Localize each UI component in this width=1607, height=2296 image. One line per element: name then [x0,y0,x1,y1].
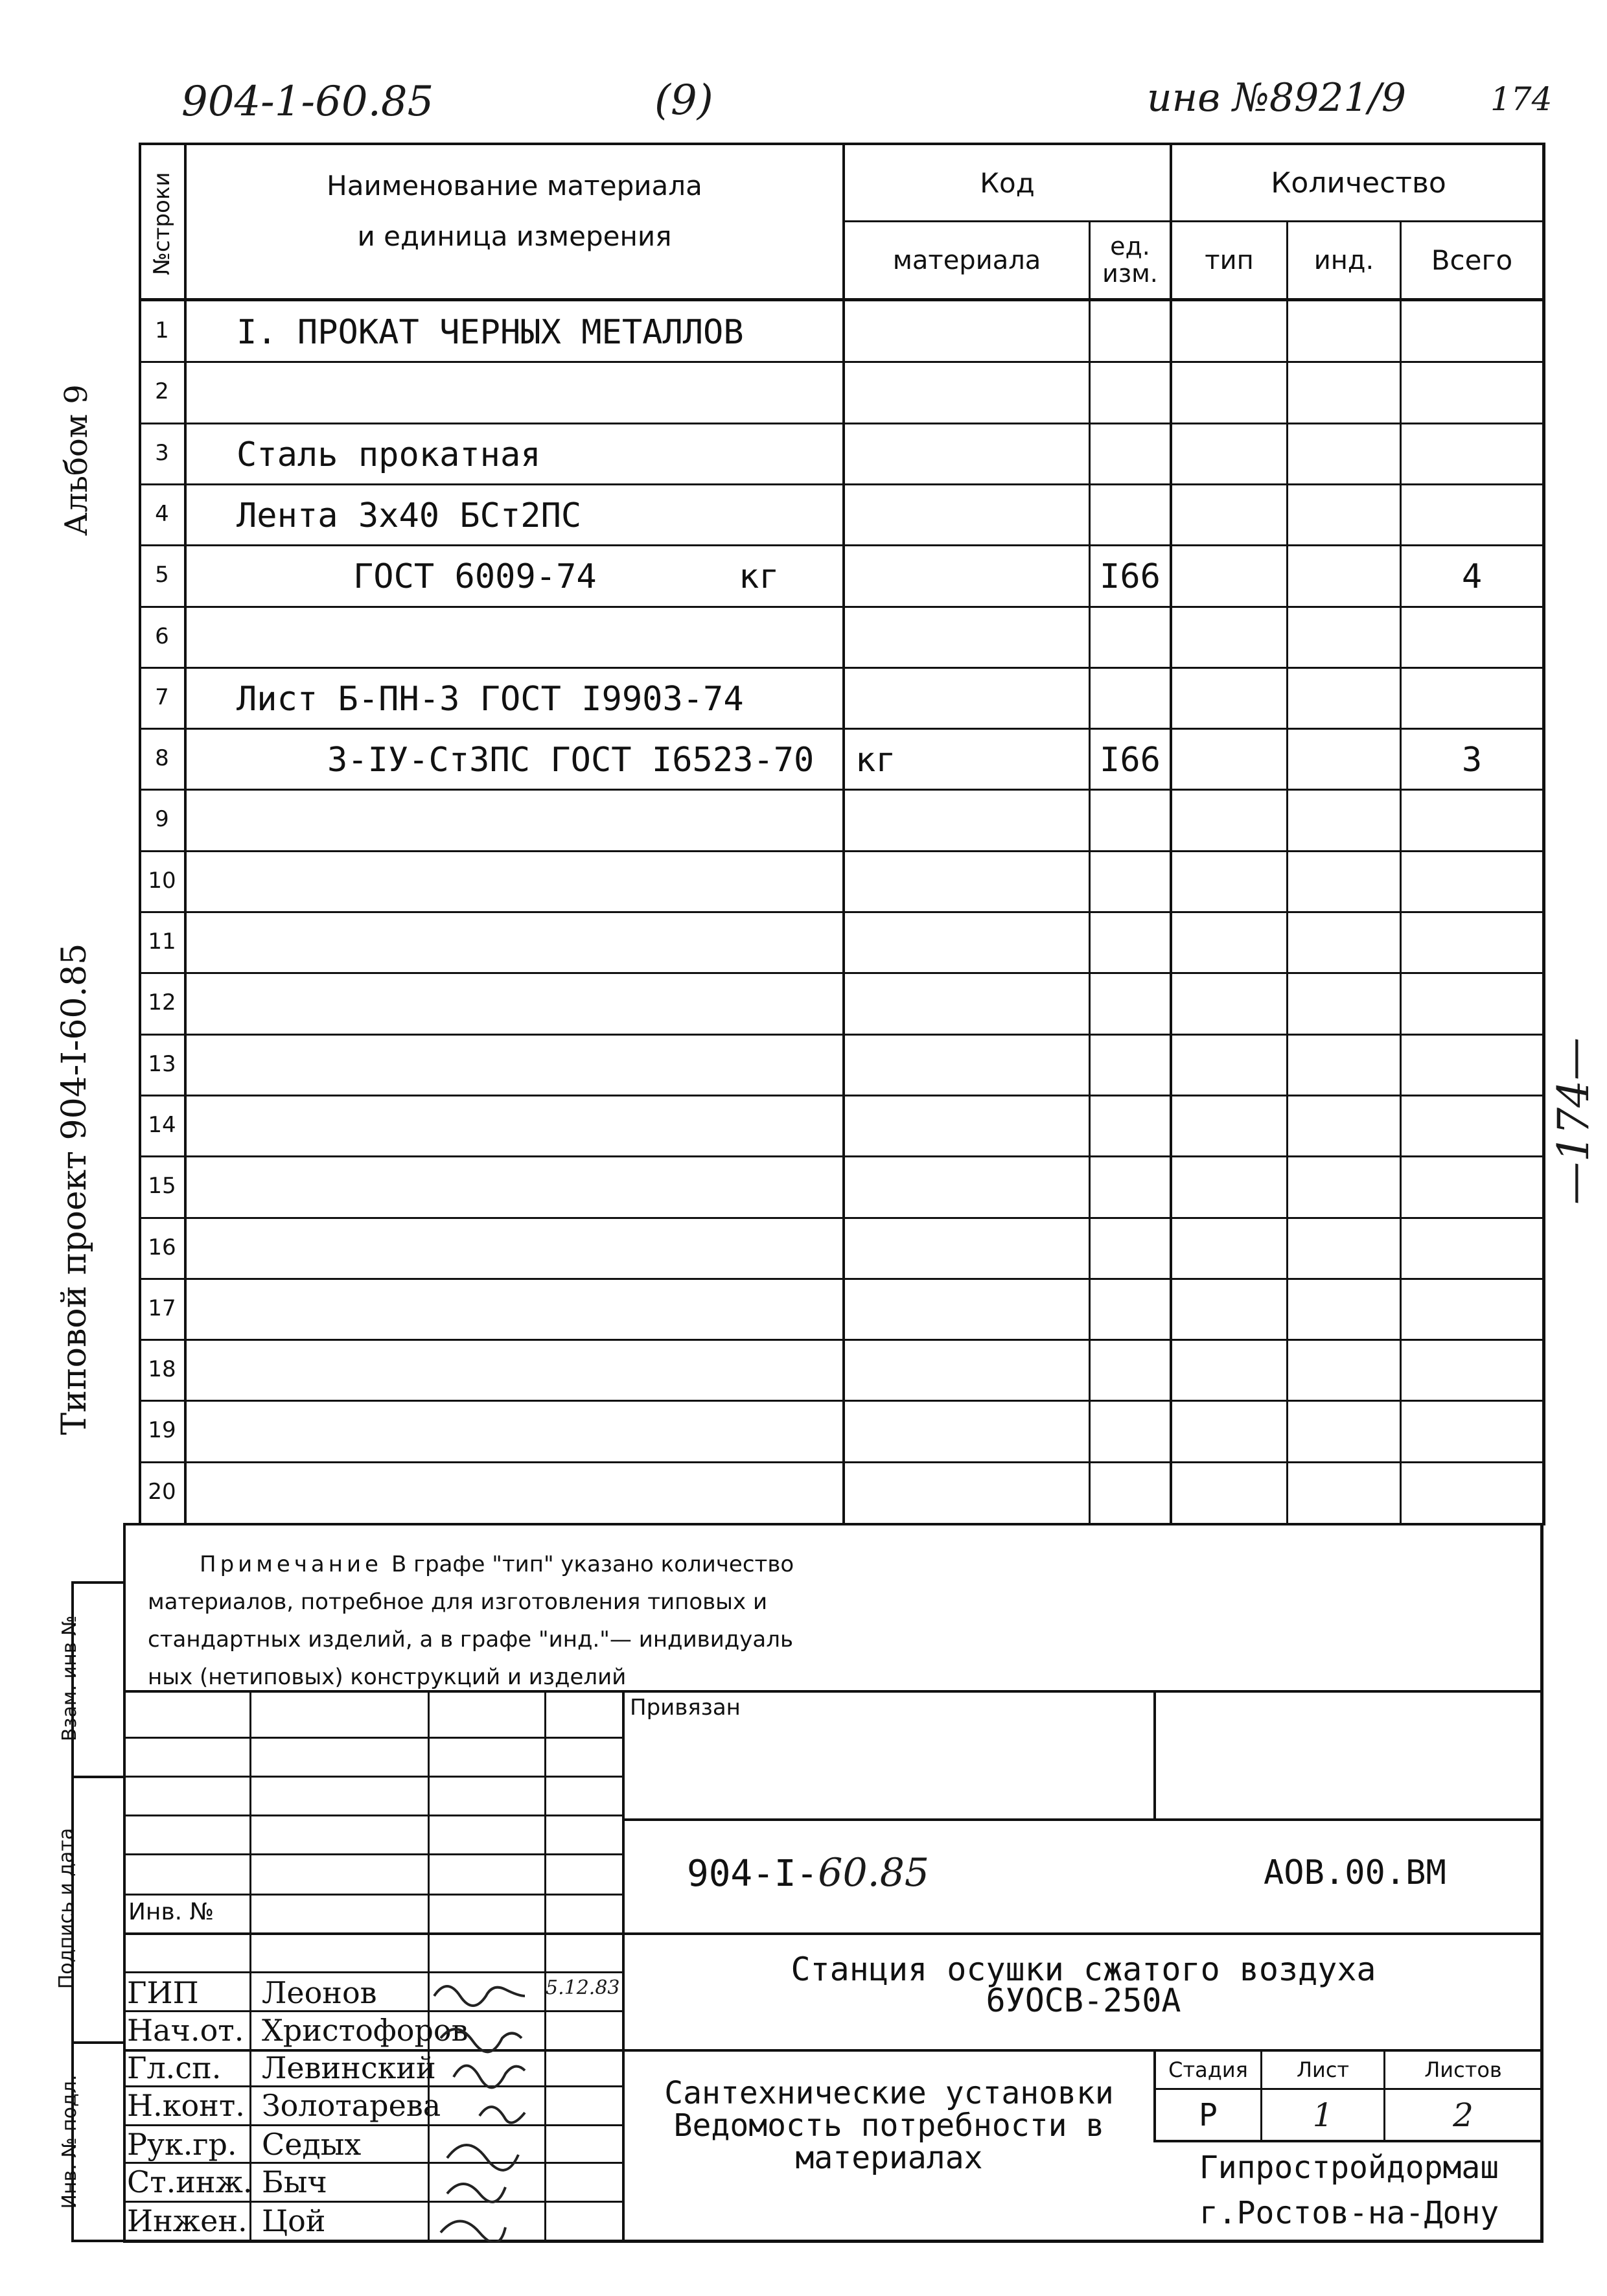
object-title-line2: 6УОСВ-250А [986,1982,1181,2019]
note-line-4: ных (нетиповых) конструкций и изделий [148,1664,627,1690]
row-number: 12 [148,990,176,1016]
signer-role: Рук.гр. [127,2127,237,2162]
row-name: Лента 3х40 БСт2ПС [237,496,582,535]
sheets-value: 2 [1453,2096,1474,2134]
header-unit-line2: изм. [1102,259,1158,288]
row-divider [139,850,1545,852]
row-number: 20 [148,1478,176,1505]
note-line-3: стандартных изделий, а в графе "инд."— индивидуаль [148,1627,794,1652]
inventory-number-label: Инв. № [128,1899,214,1925]
row-divider [139,1278,1545,1280]
row-total: 4 [1461,557,1483,597]
sheet-value: 1 [1312,2096,1334,2134]
note-text-1: В графе "тип" указано количество [391,1551,794,1577]
header-unit [1091,222,1170,298]
row-divider [139,544,1545,546]
row-unit: I66 [1100,741,1161,780]
signer-role: ГИП [127,1975,199,2010]
signer-role: Нач.от. [127,2013,244,2048]
header-type: тип [1205,245,1254,275]
row-divider [139,606,1545,608]
row-divider [139,1034,1545,1036]
side-stamp-signature-date: Подпись и дата [55,1827,78,1989]
signature-date: 5.12.83 [546,1977,620,1999]
signer-name: Быч [262,2164,327,2199]
row-name: I. ПРОКАТ ЧЕРНЫХ МЕТАЛЛОВ [237,313,744,352]
signer-name: Седых [262,2127,362,2162]
row-number: 8 [155,745,169,772]
note-label: Примечание [200,1551,382,1577]
row-number: 4 [155,500,169,527]
row-divider [139,1217,1545,1219]
row-number: 5 [155,562,169,588]
object-title [625,1951,1542,2019]
row-name: 3-IУ-Ст3ПС ГОСТ I6523-70 [327,741,815,780]
organization [1156,2145,1542,2236]
signatures [428,1970,622,2242]
designation [687,1850,929,1896]
row-number: 16 [148,1234,176,1260]
header-code: Код [980,167,1035,199]
signer-role: Ст.инж. [127,2164,253,2199]
row-divider [139,972,1545,974]
signer-name: Золотарева [262,2088,441,2123]
sheet-title-line1: Сантехнические установки [664,2075,1114,2111]
header-individual: инд. [1313,245,1374,275]
row-divider [139,1155,1545,1157]
row-divider [139,361,1545,363]
header-name-line1: Наименование материала [327,170,702,202]
row-number: 9 [155,806,169,833]
side-stamp-original-inventory: Инв. № подл. [58,2074,81,2209]
row-divider [139,728,1545,730]
signer-role: Инжен. [127,2203,248,2238]
organization-city: г.Ростов-на-Дону [1199,2195,1499,2231]
row-number: 2 [155,378,169,405]
album-label: Альбом 9 [58,384,95,536]
row-number: 1 [155,318,169,343]
row-divider [139,667,1545,669]
row-name: ГОСТ 6009-74 [353,557,597,597]
row-divider [139,789,1545,791]
inventory-number: инв №8921/9 [1147,75,1407,121]
header-total: Всего [1431,244,1513,276]
page-mark: (9) [654,76,713,124]
row-divider [139,423,1545,424]
row-number: 13 [148,1050,176,1077]
note [148,1546,1055,1696]
organization-name: Гипростройдормаш [1199,2150,1499,2186]
side-stamp-replace-inventory: Взам. инв № [58,1615,81,1742]
project-code: 904-1-60.85 [181,78,434,126]
row-name: Лист Б-ПН-3 ГОСТ I9903-74 [237,679,744,719]
row-number: 7 [155,684,169,710]
row-name: Сталь прокатная [237,435,541,474]
document-code: АОВ.00.ВМ [1264,1853,1446,1892]
row-divider [139,1095,1545,1096]
row-divider [139,1339,1545,1341]
designation-number: 60.85 [818,1850,930,1896]
side-page-number: —174— [1549,1038,1599,1205]
header-material: материала [892,245,1041,275]
row-divider [139,483,1545,485]
header-name-line2: и единица измерения [357,220,672,252]
row-number: 3 [155,439,169,466]
row-unit: I66 [1100,557,1161,597]
row-number: 17 [148,1295,176,1321]
object-title-line1: Станция осушки сжатого воздуха [791,1951,1376,1988]
signer-name: Цой [262,2203,326,2238]
sheet-title-line3: материалах [795,2140,983,2176]
row-divider [139,911,1545,913]
designation-prefix: 904-I- [687,1853,818,1895]
sheets-label: Листов [1424,2058,1502,2082]
signer-name: Левинский [262,2050,436,2085]
row-divider [139,1400,1545,1402]
sheet-title-line2: Ведомость потребности в [673,2107,1105,2144]
signer-role: Гл.сп. [127,2050,222,2085]
row-name-unit: кг [739,557,780,597]
privyazan-label: Привязан [630,1695,741,1721]
header-quantity: Количество [1271,166,1446,200]
page-number: 174 [1490,80,1553,118]
typical-project-label: Типовой проект 904-I-60.85 [55,943,94,1435]
row-number: 18 [148,1356,176,1383]
row-material: кг [855,741,896,780]
note-line-1 [148,1546,1055,1583]
header-unit-line1: ед. [1110,231,1150,261]
signer-role: Н.конт. [127,2088,245,2123]
row-number: 6 [155,623,169,649]
stage-label: Стадия [1168,2058,1248,2082]
note-line-2: материалов, потребное для изготовления типовых и [148,1589,768,1615]
row-number: 15 [148,1173,176,1200]
stage-value: Р [1199,2096,1218,2133]
row-number: 19 [148,1417,176,1444]
sheet-label: Лист [1296,2058,1350,2082]
row-divider [139,1461,1545,1463]
row-number: 14 [148,1111,176,1138]
header-row-number: №строки [149,172,175,275]
sheet-title [625,2077,1153,2174]
row-number: 10 [148,867,176,894]
row-number: 11 [148,929,176,955]
row-total: 3 [1461,741,1483,780]
signer-name: Христофоров [262,2013,468,2048]
signer-name: Леонов [262,1975,377,2010]
